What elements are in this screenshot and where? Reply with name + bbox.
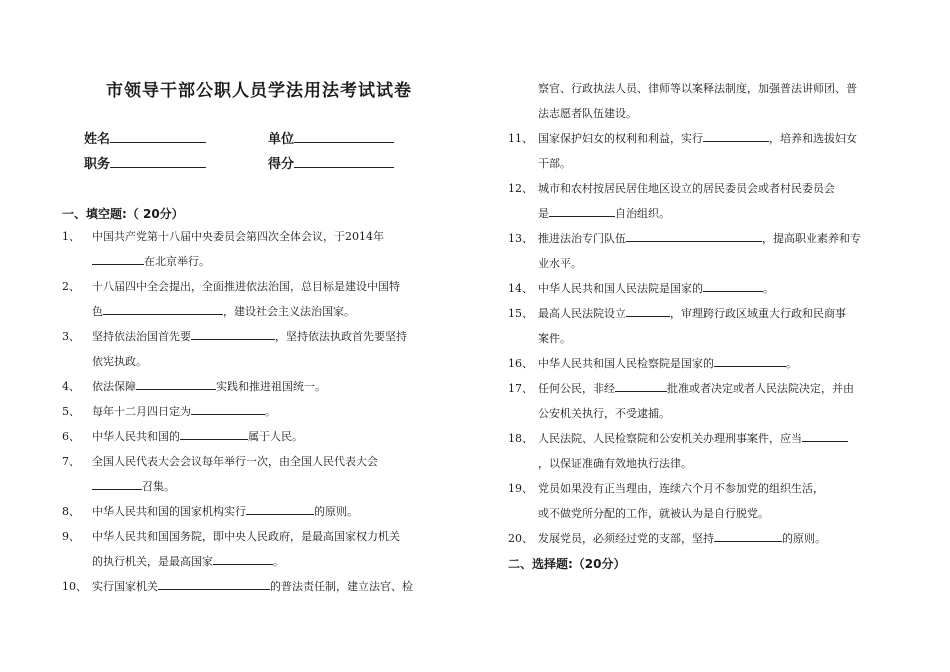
question-text: 案件。	[538, 332, 571, 345]
position-label: 职务	[84, 157, 111, 172]
question-text: 的原则。	[314, 505, 358, 518]
question-text: 中华人民共和国的国家机构实行	[92, 505, 246, 518]
question-text: 批准或者决定或者人民法院决定，并由	[667, 382, 854, 395]
question-text: 最高人民法院设立	[538, 307, 626, 320]
name-label: 姓名	[84, 132, 111, 147]
name-field	[84, 128, 206, 147]
question-number: 17、	[508, 382, 533, 395]
answer-blank[interactable]	[626, 305, 670, 317]
question-11	[508, 126, 857, 176]
answer-blank[interactable]	[180, 428, 248, 440]
question-10-continued	[508, 76, 857, 126]
answer-blank[interactable]	[92, 478, 142, 490]
question-17	[508, 376, 854, 426]
question-text: 任何公民，非经	[538, 382, 615, 395]
score-blank[interactable]	[294, 155, 394, 168]
question-7	[62, 449, 378, 499]
question-number: 2、	[62, 280, 80, 293]
unit-field	[268, 128, 394, 147]
question-text: 。	[273, 555, 284, 568]
question-text: 的普法责任制，建立法官、检	[270, 580, 413, 593]
question-16	[508, 351, 797, 376]
question-number: 11、	[508, 132, 533, 145]
answer-blank[interactable]	[703, 130, 769, 142]
question-text: ，提高职业素养和专	[762, 232, 861, 245]
answer-blank[interactable]	[703, 280, 763, 292]
question-text: 干部。	[538, 157, 571, 170]
question-text: 十八届四中全会提出，全面推进依法治国，总目标是建设中国特	[92, 280, 400, 293]
question-2	[62, 274, 400, 324]
unit-label: 单位	[268, 132, 295, 147]
answer-blank[interactable]	[626, 230, 762, 242]
question-text: 每年十二月四日定为	[92, 405, 191, 418]
question-text: 城市和农村按居民居住地区设立的居民委员会或者村民委员会	[538, 182, 835, 195]
question-text: 国家保护妇女的权利和利益，实行	[538, 132, 703, 145]
question-number: 14、	[508, 282, 533, 295]
question-text: 或不做党所分配的工作，就被认为是自行脱党。	[538, 507, 769, 520]
question-number: 10、	[62, 580, 87, 593]
question-number: 15、	[508, 307, 533, 320]
answer-blank[interactable]	[92, 253, 144, 265]
answer-blank[interactable]	[191, 328, 275, 340]
answer-blank[interactable]	[714, 530, 782, 542]
question-text: 人民法院、人民检察院和公安机关办理刑事案件，应当	[538, 432, 802, 445]
question-text: ，坚持依法执政首先要坚持	[275, 330, 407, 343]
section-fill-in: 一、填空题:（ 20分）	[62, 207, 184, 221]
question-4	[62, 374, 326, 399]
question-number: 7、	[62, 455, 80, 468]
question-text: 全国人民代表大会会议每年举行一次，由全国人民代表大会	[92, 455, 378, 468]
question-text: 中国共产党第十八届中央委员会第四次全体会议，于2014年	[92, 230, 384, 243]
question-text: 中华人民共和国国务院，即中央人民政府，是最高国家权力机关	[92, 530, 400, 543]
question-12	[508, 176, 835, 226]
question-number: 13、	[508, 232, 533, 245]
question-text: ，以保证准确有效地执行法律。	[538, 457, 692, 470]
question-number: 5、	[62, 405, 80, 418]
answer-blank[interactable]	[246, 503, 314, 515]
position-field	[84, 153, 206, 172]
question-number: 1、	[62, 230, 80, 243]
question-text: 。	[265, 405, 276, 418]
question-3	[62, 324, 407, 374]
question-number: 4、	[62, 380, 80, 393]
question-number: 12、	[508, 182, 533, 195]
question-20	[508, 526, 826, 551]
question-text: 召集。	[142, 480, 175, 493]
question-text: ，审理跨行政区域重大行政和民商事	[670, 307, 846, 320]
question-15	[508, 301, 846, 351]
answer-blank[interactable]	[136, 378, 216, 390]
question-text: 中华人民共和国的	[92, 430, 180, 443]
answer-blank[interactable]	[158, 578, 270, 590]
question-number: 3、	[62, 330, 80, 343]
question-14	[508, 276, 774, 301]
question-number: 9、	[62, 530, 80, 543]
exam-title: 市领导干部公职人员学法用法考试试卷	[106, 81, 412, 101]
question-text: 。	[786, 357, 797, 370]
answer-blank[interactable]	[714, 355, 786, 367]
question-6	[62, 424, 303, 449]
question-text: 公安机关执行，不受逮捕。	[538, 407, 670, 420]
question-text: 察官、行政执法人员、律师等以案释法制度，加强普法讲师团、普	[538, 82, 857, 95]
question-text: 。	[763, 282, 774, 295]
question-text: 属于人民。	[248, 430, 303, 443]
question-1	[62, 224, 384, 274]
question-number: 16、	[508, 357, 533, 370]
question-number: 6、	[62, 430, 80, 443]
question-text: 中华人民共和国人民检察院是国家的	[538, 357, 714, 370]
question-text: 依宪执政。	[92, 355, 147, 368]
question-number: 8、	[62, 505, 80, 518]
question-text: 法志愿者队伍建设。	[538, 107, 637, 120]
score-field	[268, 153, 394, 172]
question-text: 发展党员，必须经过党的支部，坚持	[538, 532, 714, 545]
question-10	[62, 574, 413, 599]
answer-blank[interactable]	[615, 380, 667, 392]
answer-blank[interactable]	[549, 205, 615, 217]
question-text: 依法保障	[92, 380, 136, 393]
answer-blank[interactable]	[213, 553, 273, 565]
question-text: 党员如果没有正当理由，连续六个月不参加党的组织生活，	[538, 482, 824, 495]
question-text: 推进法治专门队伍	[538, 232, 626, 245]
question-13	[508, 226, 861, 276]
question-text: ，培养和选拔妇女	[769, 132, 857, 145]
question-text: 坚持依法治国首先要	[92, 330, 191, 343]
position-blank[interactable]	[110, 155, 206, 168]
question-18	[508, 426, 848, 476]
question-text: 的原则。	[782, 532, 826, 545]
answer-blank[interactable]	[802, 430, 848, 442]
question-text: 色	[92, 305, 103, 318]
question-text: 的执行机关，是最高国家	[92, 555, 213, 568]
question-number: 20、	[508, 532, 533, 545]
question-text: 自治组织。	[615, 207, 670, 220]
unit-blank[interactable]	[294, 130, 394, 143]
question-text: 实践和推进祖国统一。	[216, 380, 326, 393]
answer-blank[interactable]	[191, 403, 265, 415]
answer-blank[interactable]	[103, 303, 223, 315]
question-text: 在北京举行。	[144, 255, 210, 268]
question-5	[62, 399, 276, 424]
question-number: 18、	[508, 432, 533, 445]
question-text: 中华人民共和国人民法院是国家的	[538, 282, 703, 295]
question-text: 实行国家机关	[92, 580, 158, 593]
name-blank[interactable]	[110, 130, 206, 143]
score-label: 得分	[268, 157, 295, 172]
section-multiple-choice: 二、选择题:（20分）	[508, 557, 626, 571]
question-9	[62, 524, 400, 574]
question-text: ，建设社会主义法治国家。	[223, 305, 355, 318]
question-text: 是	[538, 207, 549, 220]
question-number: 19、	[508, 482, 533, 495]
question-19	[508, 476, 824, 526]
question-text: 业水平。	[538, 257, 582, 270]
question-8	[62, 499, 358, 524]
